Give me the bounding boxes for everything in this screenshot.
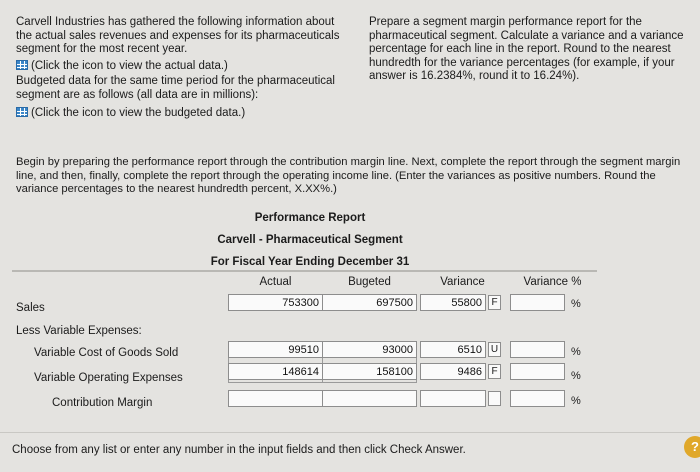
text-line: Carvell Industries has gathered the following information about: [16, 16, 335, 28]
vcogs-variance-input[interactable]: 6510: [420, 341, 486, 358]
budget-data-link-label[interactable]: (Click the icon to view the budgeted data.): [31, 106, 246, 119]
pct-sign: %: [571, 370, 581, 382]
text-line: answer is 16.2384%, round it to 16.24%).: [369, 70, 580, 83]
column-header-actual: Actual: [259, 276, 292, 288]
text-line: Budgeted data for the same time period for the pharmaceutical: [16, 75, 335, 88]
problem-text-right: [369, 16, 689, 84]
text-line: segment are as follows (all data are in millions):: [16, 88, 259, 101]
pct-sign: %: [571, 346, 581, 358]
sales-variance-type-select[interactable]: F: [488, 295, 501, 310]
vcogs-actual-input[interactable]: 99510: [228, 341, 323, 358]
sales-budgeted-input[interactable]: 697500: [322, 294, 417, 311]
row-label-less-variable-expenses: Less Variable Expenses:: [16, 325, 142, 337]
budget-data-link[interactable]: [16, 107, 356, 121]
footer-divider: [0, 432, 700, 433]
row-label-contribution-margin: Contribution Margin: [52, 397, 153, 409]
vcogs-variance-pct-input[interactable]: [510, 341, 565, 358]
header-divider: [12, 270, 597, 272]
data-table-icon[interactable]: [16, 60, 28, 70]
row-label-variable-cogs: Variable Cost of Goods Sold: [34, 347, 179, 359]
text-line: Begin by preparing the performance report through the contribution margin line. Next, complete the report through the segment margin: [16, 156, 681, 168]
help-icon[interactable]: ?: [684, 436, 700, 458]
actual-data-link-label[interactable]: (Click the icon to view the actual data.): [31, 59, 228, 72]
vopex-actual-input[interactable]: 148614: [228, 363, 323, 380]
column-header-budgeted: Bugeted: [348, 276, 391, 288]
text-line: Prepare a segment margin performance report for the: [369, 16, 642, 28]
cm-variance-pct-input[interactable]: [510, 390, 565, 407]
pct-sign: %: [571, 395, 581, 407]
report-period: For Fiscal Year Ending December 31: [210, 256, 410, 268]
sales-variance-pct-input[interactable]: [510, 294, 565, 311]
pct-sign: %: [571, 298, 581, 310]
vcogs-variance-type-select[interactable]: U: [488, 342, 501, 357]
vopex-variance-pct-input[interactable]: [510, 363, 565, 380]
report-title: Performance Report: [254, 212, 366, 224]
vopex-variance-type-select[interactable]: F: [488, 364, 501, 379]
row-label-sales: Sales: [16, 302, 45, 314]
column-header-variance: Variance: [440, 276, 485, 288]
text-line: hundredth for the variance percentages (for example, if your: [369, 56, 675, 69]
row-label-variable-operating-expenses: Variable Operating Expenses: [34, 372, 183, 384]
text-line: segment for the most recent year.: [16, 43, 188, 56]
text-line: line, and then, finally, complete the report through the operating income line. (Enter the variances as positive numbers. Round the: [16, 169, 656, 182]
cm-variance-type-select[interactable]: [488, 391, 501, 406]
data-table-icon[interactable]: [16, 107, 28, 117]
vcogs-budgeted-input[interactable]: 93000: [322, 341, 417, 358]
vopex-variance-input[interactable]: 9486: [420, 363, 486, 380]
problem-text-left: [16, 16, 356, 120]
cm-budgeted-input[interactable]: [322, 390, 417, 407]
text-line: pharmaceutical segment. Calculate a variance and a variance: [369, 29, 684, 42]
sales-variance-input[interactable]: 55800: [420, 294, 486, 311]
report-subtitle: Carvell - Pharmaceutical Segment: [217, 234, 403, 246]
actual-data-link[interactable]: [16, 60, 356, 74]
text-line: the actual sales revenues and expenses for its pharmaceuticals: [16, 29, 340, 42]
text-line: variance percentages to the nearest hundredth percent, X.XX%.): [16, 183, 337, 196]
sales-actual-input[interactable]: 753300: [228, 294, 323, 311]
text-line: percentage for each line in the report. Round to the nearest: [369, 43, 671, 56]
column-header-variance-pct: Variance %: [523, 276, 582, 288]
cm-actual-input[interactable]: [228, 390, 323, 407]
vopex-budgeted-input[interactable]: 158100: [322, 363, 417, 380]
cm-variance-input[interactable]: [420, 390, 486, 407]
instructions: [16, 156, 700, 197]
footer-prompt: Choose from any list or enter any number in the input fields and then click Check Answer.: [12, 444, 466, 456]
